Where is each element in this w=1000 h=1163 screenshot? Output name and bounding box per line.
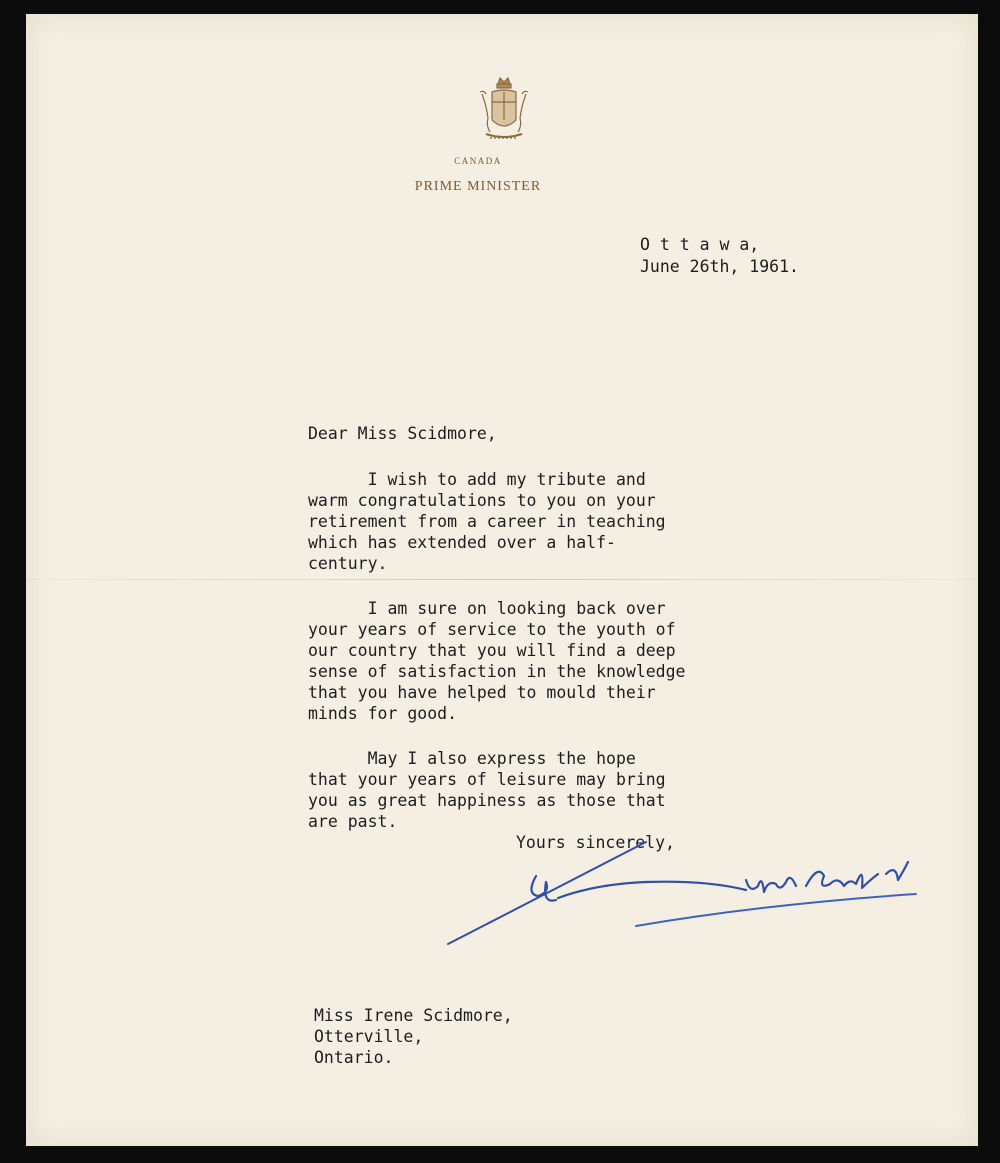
paragraph-1-line-3: retirement from a career in teaching: [308, 512, 666, 531]
paragraph-1-line-4: which has extended over a half-: [308, 533, 616, 552]
address-line-3: Ontario.: [314, 1048, 394, 1067]
date-line: June 26th, 1961.: [640, 257, 799, 276]
paragraph-3-line-1: May I also express the hope: [308, 749, 636, 768]
paragraph-3-line-2: that your years of leisure may bring: [308, 770, 666, 789]
letterhead-country: CANADA: [454, 156, 502, 166]
handwritten-signature: [446, 834, 946, 974]
paragraph-2-line-1: I am sure on looking back over: [308, 599, 666, 618]
paragraph-2-line-2: your years of service to the youth of: [308, 620, 676, 639]
date-place: O t t a w a,: [640, 235, 760, 254]
canada-coat-of-arms-icon: [476, 74, 532, 164]
address-line-1: Miss Irene Scidmore,: [314, 1006, 513, 1025]
paragraph-1-line-2: warm congratulations to you on your: [308, 491, 656, 510]
paragraph-3-line-4: are past.: [308, 812, 398, 831]
paragraph-1-line-5: century.: [308, 554, 388, 573]
paragraph-2-line-3: our country that you will find a deep: [308, 641, 676, 660]
salutation: Dear Miss Scidmore,: [308, 424, 497, 443]
closing: Yours sincerely,: [516, 833, 675, 852]
paragraph-3-line-3: you as great happiness as those that: [308, 791, 666, 810]
letter-sheet: [26, 14, 978, 1146]
paragraph-2-line-5: that you have helped to mould their: [308, 683, 656, 702]
paragraph-1-line-1: I wish to add my tribute and: [308, 470, 646, 489]
paragraph-2-line-4: sense of satisfaction in the knowledge: [308, 662, 686, 681]
paper-fold-line: [26, 579, 978, 580]
letterhead-office: PRIME MINISTER: [414, 179, 542, 194]
paragraph-2-line-6: minds for good.: [308, 704, 458, 723]
address-line-2: Otterville,: [314, 1027, 424, 1046]
